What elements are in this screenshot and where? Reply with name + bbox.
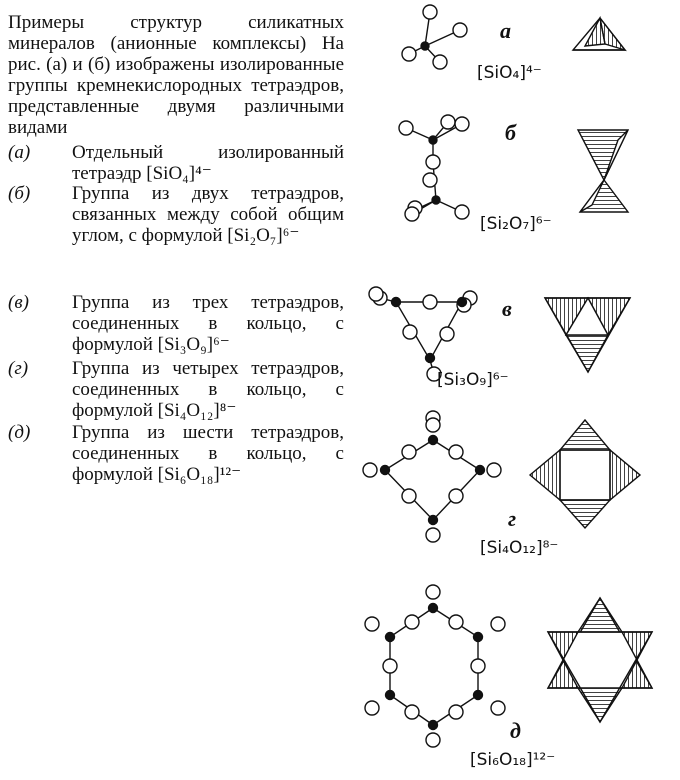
ball-stick-g [363,411,501,542]
formula-b: [Si₂O₇]⁶⁻ [480,214,552,234]
ball-stick-d [365,585,505,747]
figure-letter-d: д [510,718,521,743]
item-text: Группа из шести тетраэдров, соединенных в кольцо, с формулой [Si₆O₁₈]¹²⁻ [72,422,344,485]
figure-letter-b: б [505,120,516,145]
ball-stick-b [399,115,469,221]
item-marker: (г) [8,358,29,379]
figure-letter-g: г [508,506,517,531]
item-marker: (в) [8,292,29,313]
intro-paragraph: Примеры структур силикатных минералов (анионные комплексы) На рис. (а) и (б) изображены изолированные группы кремнекислородных тетраэдров, представленные двумя различными видами [8,12,344,138]
formula-a: [SiO₄]⁴⁻ [477,63,542,83]
ball-stick-v [369,287,477,381]
item-text: Группа из четырех тетраэдров, соединенных в кольцо, с формулой [Si₄O₁₂]⁸⁻ [72,358,344,421]
tetrahedron-a [573,18,625,50]
figure-letter-v: в [502,296,512,321]
figure-letter-a: а [500,18,511,43]
tetrahedra-d [548,598,652,722]
tetrahedra-b [578,130,628,212]
item-marker: (а) [8,142,31,163]
item-text: Отдельный изолированный тетраэдр [SiO₄]⁴⁻ [72,142,344,184]
formula-v: [Si₃O₉]⁶⁻ [437,370,509,390]
tetrahedra-v [545,298,630,372]
item-text: Группа из двух тетраэдров, связанных между собой общим углом, с формулой [Si₂O₇]⁶⁻ [72,183,344,246]
item-text: Группа из трех тетраэдров, соединенных в кольцо, с формулой [Si₃O₉]⁶⁻ [72,292,344,355]
formula-d: [Si₆O₁₈]¹²⁻ [470,750,556,770]
ball-stick-a [402,5,467,69]
item-marker: (д) [8,422,31,443]
tetrahedra-g [530,420,640,528]
item-marker: (б) [8,183,31,204]
formula-g: [Si₄O₁₂]⁸⁻ [480,538,559,558]
